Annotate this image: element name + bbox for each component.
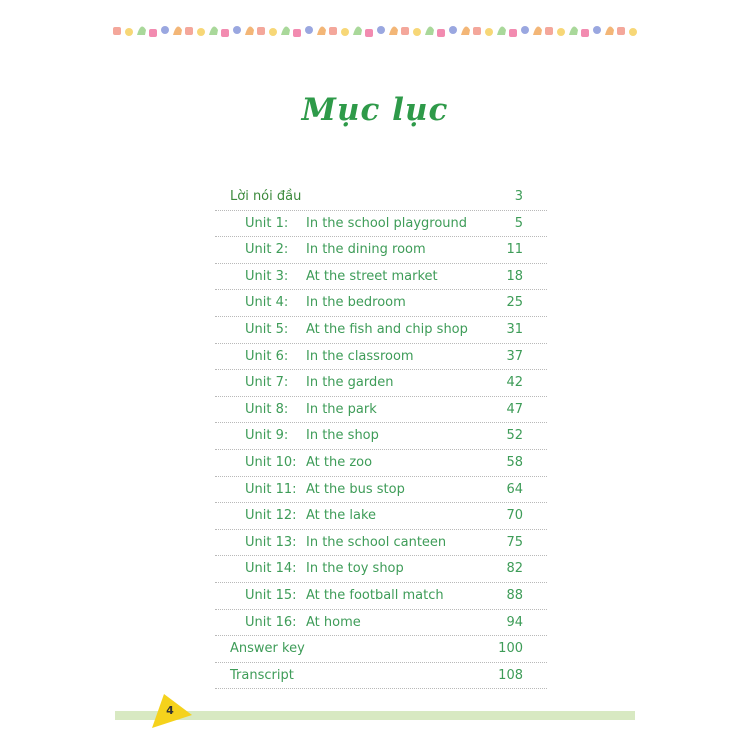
toc-page-number: 64 bbox=[506, 481, 523, 497]
toc-unit-title: In the shop bbox=[306, 428, 379, 444]
toc-page-number: 88 bbox=[506, 587, 523, 603]
toc-row-unit-13[interactable] bbox=[215, 530, 547, 557]
decorative-shape bbox=[137, 26, 146, 35]
decorative-shape bbox=[449, 26, 457, 34]
decorative-shape bbox=[617, 27, 625, 35]
toc-unit-number: Unit 5: bbox=[245, 321, 289, 337]
decorative-shape bbox=[293, 29, 301, 37]
decorative-shape bbox=[557, 28, 565, 36]
toc-unit-title: At the street market bbox=[306, 268, 438, 284]
toc-page-number: 75 bbox=[506, 534, 523, 550]
decorative-shape bbox=[593, 26, 601, 34]
decorative-shape bbox=[413, 28, 421, 36]
decorative-shape bbox=[497, 26, 506, 35]
decorative-shape bbox=[233, 26, 241, 34]
decorative-shape bbox=[485, 28, 493, 36]
toc-page-number: 37 bbox=[506, 348, 523, 364]
decorative-shape bbox=[341, 28, 349, 36]
footer-bar bbox=[115, 711, 635, 720]
toc-row-unit-3[interactable] bbox=[215, 264, 547, 291]
toc-unit-number: Unit 1: bbox=[245, 215, 289, 231]
toc-unit-title: At the bus stop bbox=[306, 481, 405, 497]
toc-label: Lời nói đầu bbox=[230, 189, 302, 204]
toc-unit-number: Unit 9: bbox=[245, 428, 289, 444]
toc-unit-title: In the toy shop bbox=[306, 561, 404, 577]
toc-page-number: 3 bbox=[514, 189, 523, 204]
toc-row-unit-6[interactable] bbox=[215, 344, 547, 371]
toc-row-unit-12[interactable] bbox=[215, 503, 547, 530]
toc-page-number: 5 bbox=[514, 215, 523, 231]
toc-unit-title: In the bedroom bbox=[306, 295, 406, 311]
toc-page-number: 31 bbox=[506, 321, 523, 337]
toc-row-unit-11[interactable] bbox=[215, 477, 547, 504]
decorative-shape bbox=[581, 29, 589, 37]
decorative-shape bbox=[437, 29, 445, 37]
decorative-shape bbox=[269, 28, 277, 36]
decorative-shape bbox=[113, 27, 121, 35]
toc-unit-number: Unit 8: bbox=[245, 401, 289, 417]
toc-unit-number: Unit 4: bbox=[245, 295, 289, 311]
toc-page-number: 18 bbox=[506, 268, 523, 284]
toc-page-number: 42 bbox=[506, 375, 523, 391]
toc-unit-title: In the park bbox=[306, 401, 377, 417]
toc-page-number: 82 bbox=[506, 561, 523, 577]
toc-row-unit-2[interactable] bbox=[215, 237, 547, 264]
toc-unit-number: Unit 13: bbox=[245, 534, 297, 550]
toc-page-number: 25 bbox=[506, 295, 523, 311]
decorative-shape bbox=[245, 26, 254, 35]
decorative-shape bbox=[401, 27, 409, 35]
decorative-shape bbox=[533, 26, 542, 35]
toc-unit-title: At the zoo bbox=[306, 454, 373, 470]
toc-row-unit-15[interactable] bbox=[215, 583, 547, 610]
toc-row-unit-4[interactable] bbox=[215, 290, 547, 317]
toc-unit-number: Unit 7: bbox=[245, 375, 289, 391]
toc-unit-number: Unit 14: bbox=[245, 561, 297, 577]
toc-page-number: 58 bbox=[506, 454, 523, 470]
toc-row-unit-7[interactable] bbox=[215, 370, 547, 397]
toc-row-unit-5[interactable] bbox=[215, 317, 547, 344]
decorative-shape bbox=[329, 27, 337, 35]
toc-row-unit-10[interactable] bbox=[215, 450, 547, 477]
toc-unit-title: In the classroom bbox=[306, 348, 414, 364]
toc-page-number: 108 bbox=[498, 667, 523, 683]
decorative-shape bbox=[377, 26, 385, 34]
decorative-shape bbox=[605, 26, 614, 35]
decorative-shapes-border bbox=[112, 18, 638, 40]
decorative-shape bbox=[353, 26, 362, 35]
toc-row-intro[interactable] bbox=[215, 184, 547, 211]
toc-label: Answer key bbox=[230, 641, 305, 657]
toc-row-unit-9[interactable] bbox=[215, 423, 547, 450]
decorative-shape bbox=[185, 27, 193, 35]
decorative-shape bbox=[317, 26, 326, 35]
decorative-shape bbox=[305, 26, 313, 34]
toc-unit-number: Unit 6: bbox=[245, 348, 289, 364]
toc-row-unit-1[interactable] bbox=[215, 211, 547, 238]
toc-unit-title: In the dining room bbox=[306, 242, 426, 258]
toc-row-unit-16[interactable] bbox=[215, 610, 547, 637]
toc-unit-title: At home bbox=[306, 614, 361, 630]
decorative-shape bbox=[161, 26, 169, 34]
toc-unit-number: Unit 3: bbox=[245, 268, 289, 284]
decorative-shape bbox=[257, 27, 265, 35]
toc-unit-number: Unit 10: bbox=[245, 454, 297, 470]
toc-unit-list bbox=[215, 211, 547, 637]
decorative-shape bbox=[149, 29, 157, 37]
decorative-shape bbox=[209, 26, 218, 35]
toc-unit-number: Unit 16: bbox=[245, 614, 297, 630]
decorative-shape bbox=[125, 28, 133, 36]
toc-unit-title: At the lake bbox=[306, 508, 377, 524]
toc-row-unit-14[interactable] bbox=[215, 556, 547, 583]
toc-unit-number: Unit 2: bbox=[245, 242, 289, 258]
toc-row-answer-key[interactable] bbox=[215, 636, 547, 663]
decorative-shape bbox=[461, 26, 470, 35]
toc-row-unit-8[interactable] bbox=[215, 397, 547, 424]
decorative-shape bbox=[365, 29, 373, 37]
toc-unit-title: At the football match bbox=[306, 587, 444, 603]
decorative-shape bbox=[173, 26, 182, 35]
toc-unit-number: Unit 12: bbox=[245, 508, 297, 524]
toc-page-number: 94 bbox=[506, 614, 523, 630]
decorative-shape bbox=[197, 28, 205, 36]
toc-page-number: 52 bbox=[506, 428, 523, 444]
decorative-shape bbox=[473, 27, 481, 35]
toc-unit-title: In the school playground bbox=[306, 215, 468, 231]
toc-page-number: 47 bbox=[506, 401, 523, 417]
page-title: Mục lục bbox=[301, 92, 449, 128]
toc-unit-number: Unit 15: bbox=[245, 587, 297, 603]
decorative-shape bbox=[221, 29, 229, 37]
toc-unit-title: In the garden bbox=[306, 375, 394, 391]
decorative-shape bbox=[389, 26, 398, 35]
toc-unit-title: In the school canteen bbox=[306, 534, 447, 550]
toc-unit-number: Unit 11: bbox=[245, 481, 297, 497]
toc-row-transcript[interactable] bbox=[215, 663, 547, 690]
decorative-shape bbox=[545, 27, 553, 35]
toc-page-number: 11 bbox=[506, 242, 523, 258]
decorative-shape bbox=[629, 28, 637, 36]
table-of-contents bbox=[215, 184, 547, 689]
toc-label: Transcript bbox=[230, 667, 294, 683]
decorative-shape bbox=[425, 26, 434, 35]
decorative-shape bbox=[281, 26, 290, 35]
decorative-shape bbox=[569, 26, 578, 35]
page-number: 4 bbox=[166, 704, 174, 717]
toc-page-number: 70 bbox=[506, 508, 523, 524]
toc-unit-title: At the fish and chip shop bbox=[306, 321, 468, 337]
toc-page-number: 100 bbox=[498, 641, 523, 657]
decorative-shape bbox=[509, 29, 517, 37]
decorative-shape bbox=[521, 26, 529, 34]
